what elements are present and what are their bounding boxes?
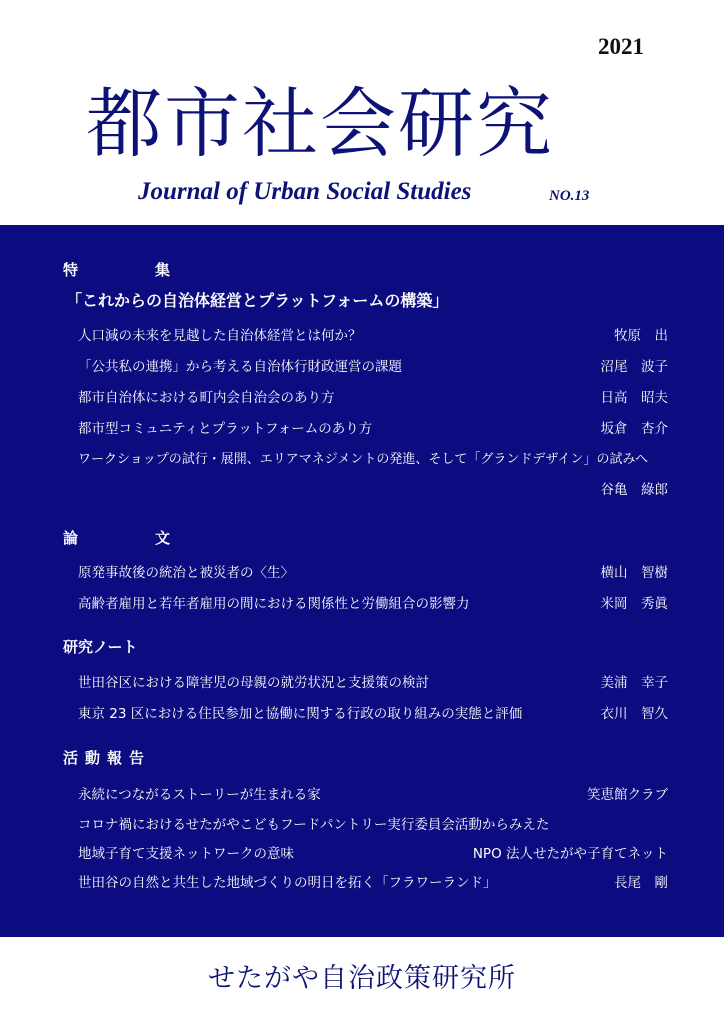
entry-title: 高齢者雇用と若年者雇用の間における関係性と労働組合の影響力	[78, 596, 470, 612]
entry-title: 世田谷区における障害児の母親の就労状況と支援策の検討	[78, 675, 429, 691]
entry-author: 横山 智樹	[600, 565, 668, 581]
issue-number: NO.13	[549, 188, 590, 204]
toc-entry	[78, 419, 668, 439]
toc-entry	[78, 785, 668, 805]
feature-heading: 特 集	[63, 261, 202, 279]
entry-title: コロナ禍におけるせたがやこどもフードパントリー実行委員会活動からみえた	[78, 817, 550, 833]
reports-heading: 活動報告	[63, 749, 152, 767]
toc-entry	[78, 450, 668, 510]
toc-entry	[78, 388, 668, 408]
entry-title: 地域子育て支援ネットワークの意味	[78, 846, 294, 862]
entry-title: 都市自治体における町内会自治会のあり方	[78, 390, 335, 406]
entry-author: 牧原 出	[614, 328, 668, 344]
feature-theme: 「これからの自治体経営とプラットフォームの構築」	[66, 291, 449, 310]
toc-entry	[78, 704, 668, 724]
entry-author: 美浦 幸子	[600, 675, 668, 691]
journal-title: 都市社会研究	[86, 79, 554, 168]
entry-title: 世田谷の自然と共生した地域づくりの明日を拓く「フラワーランド」	[78, 875, 497, 891]
toc-entry	[78, 563, 668, 583]
entry-title: 人口減の未来を見越した自治体経営とは何か？	[78, 328, 362, 344]
toc-entry	[78, 594, 668, 614]
papers-heading: 論 文	[63, 529, 202, 547]
entry-author: 衣川 智久	[600, 706, 668, 722]
entry-title: 都市型コミュニティとプラットフォームのあり方	[78, 421, 373, 437]
contents-panel	[0, 225, 724, 937]
toc-entry	[78, 326, 668, 346]
entry-title: 「公共私の連携」から考える自治体行財政運営の課題	[78, 359, 402, 375]
journal-subtitle: Journal of Urban Social Studies	[138, 178, 472, 205]
entry-author: 谷亀 綠郎	[600, 482, 668, 498]
toc-entry	[78, 873, 668, 893]
year: 2021	[598, 34, 644, 59]
toc-entry	[78, 815, 668, 835]
entry-title: 東京 23 区における住民参加と協働に関する行政の取り組みの実態と評価	[78, 706, 523, 722]
entry-author: 坂倉 杏介	[600, 421, 668, 437]
entry-title: 永続につながるストーリーが生まれる家	[78, 787, 321, 803]
publisher-footer	[0, 937, 724, 1024]
entry-title: ワークショップの試行・展開、エリアマネジメントの発進、そして「グランドデザイン」の試みへ	[78, 452, 649, 467]
entry-author: 米岡 秀眞	[600, 596, 668, 612]
publisher-name: せたがや自治政策研究所	[208, 963, 516, 994]
entry-author: 日高 昭夫	[600, 390, 668, 406]
notes-heading: 研究ノート	[63, 638, 138, 656]
entry-author: 沼尾 波子	[600, 359, 668, 375]
entry-author: NPO 法人せたがや子育てネット	[472, 846, 668, 862]
toc-entry	[78, 844, 668, 864]
entry-author: 笑恵館クラブ	[587, 787, 668, 803]
toc-entry	[78, 673, 668, 693]
entry-author: 長尾 剛	[614, 875, 668, 891]
entry-title: 原発事故後の統治と被災者の〈生〉	[78, 565, 294, 581]
toc-entry	[78, 357, 668, 377]
